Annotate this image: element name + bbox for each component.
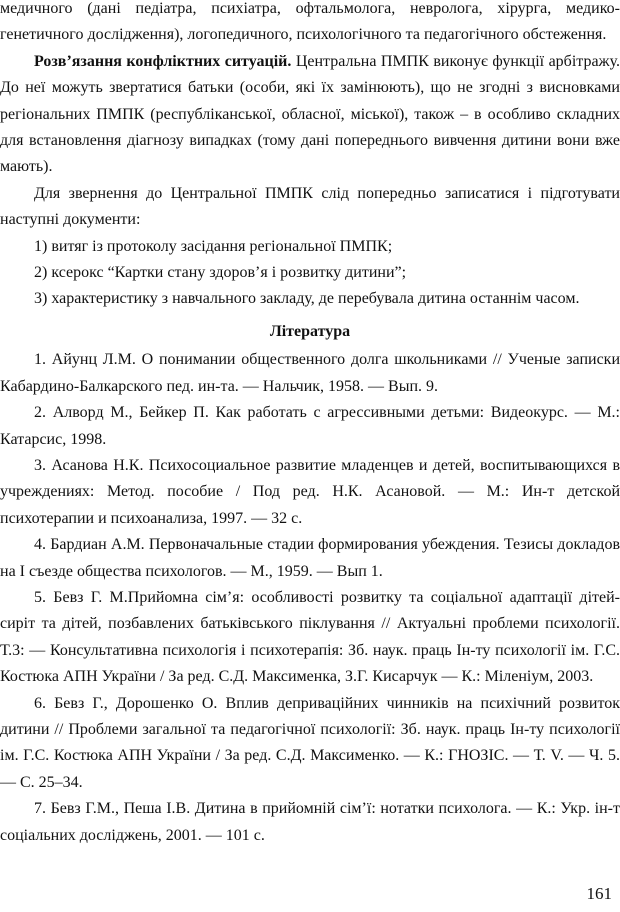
reference-item: 7. Бевз Г.М., Пеша І.В. Дитина в прийомній сім’ї: нотатки психолога. — К.: Укр. ін-т соціальних досліджень, 2001. — 101 с. bbox=[0, 800, 620, 844]
document-item: 3) характеристику з навчального закладу, де перебувала дитина останнім часом. bbox=[34, 290, 580, 308]
appeal-paragraph: Для звернення до Центральної ПМПК слід попередньо записатися і підготувати наступні документи: bbox=[0, 184, 620, 229]
reference-item: 3. Асанова Н.К. Психосоциальное развитие младенцев и детей, воспитывающихся в учреждениях: Метод. пособие / Под ред. Н.К. Асановой. — М.: Ин-т детской психотерапии и психоанализа, 1997. — 32 с. bbox=[0, 456, 620, 527]
literature-title: Література bbox=[269, 322, 351, 340]
document-item: 1) витяг із протоколу засідання регіональної ПМПК; bbox=[34, 237, 393, 255]
reference-item: 1. Айунц Л.М. О понимании общественного долга школьниками // Ученые записки Кабардино-Балкарского пед. ин-та. — Нальчик, 1958. — Вып. 9. bbox=[0, 351, 620, 395]
conflict-text: Центральна ПМПК виконує функції арбітражу. До неї можуть звертатися батьки (особи, які їх замінюють), що не згодні з висновками регіональних ПМПК (республіканської, обласної, міської), також – в особливо складних для встановлення діагнозу випадках (тому дані попереднього вивчення дитини вони вже мають). bbox=[0, 52, 620, 176]
reference-item: 5. Бевз Г. М.Прийомна сім’я: особливості розвитку та соціальної адаптації дітей-сиріт та дітей, позбавлених батьківського піклування // Актуальні проблеми психології. Т.3: — Консультативна психологія і психотерапія: Зб. наук. праць Ін-ту психології ім. Г.С. Костюка АПН України / За ред. С.Д. Максименка, З.Г. Кисарчук — К.: Мiленiум, 2003. bbox=[0, 588, 620, 686]
page-number: 161 bbox=[586, 884, 612, 903]
reference-item: 2. Алворд М., Бейкер П. Как работать с агрессивными детьми: Видеокурс. — М.: Катарсис, 1998. bbox=[0, 404, 620, 448]
document-item: 2) ксерокс “Картки стану здоров’я і розвитку дитини”; bbox=[34, 264, 407, 282]
conflict-heading: Розв’язання конфліктних ситуацій. bbox=[34, 52, 292, 70]
intro-paragraph: медичного (дані педіатра, психіатра, офтальмолога, невролога, хірурга, медико-генетичного дослідження), логопедичного, психологічного та педагогічного обстеження. bbox=[0, 0, 620, 44]
reference-item: 4. Бардиан А.М. Первоначальные стадии формирования убеждения. Тезисы докладов на I съезде общества психологов. — М., 1959. — Вып 1. bbox=[0, 536, 620, 580]
reference-item: 6. Бевз Г., Дорошенко О. Вплив деприваційних чинників на психічний розвиток дитини // Проблеми загальної та педагогічної психології: Зб. наук. праць Ін-ту психології ім. Г.С. Костюка АПН України / За ред. С.Д. Максименко. — К.: ГНОЗІС. — Т. V. — Ч. 5. — С. 25–34. bbox=[0, 694, 620, 791]
conflict-paragraph bbox=[0, 49, 620, 181]
